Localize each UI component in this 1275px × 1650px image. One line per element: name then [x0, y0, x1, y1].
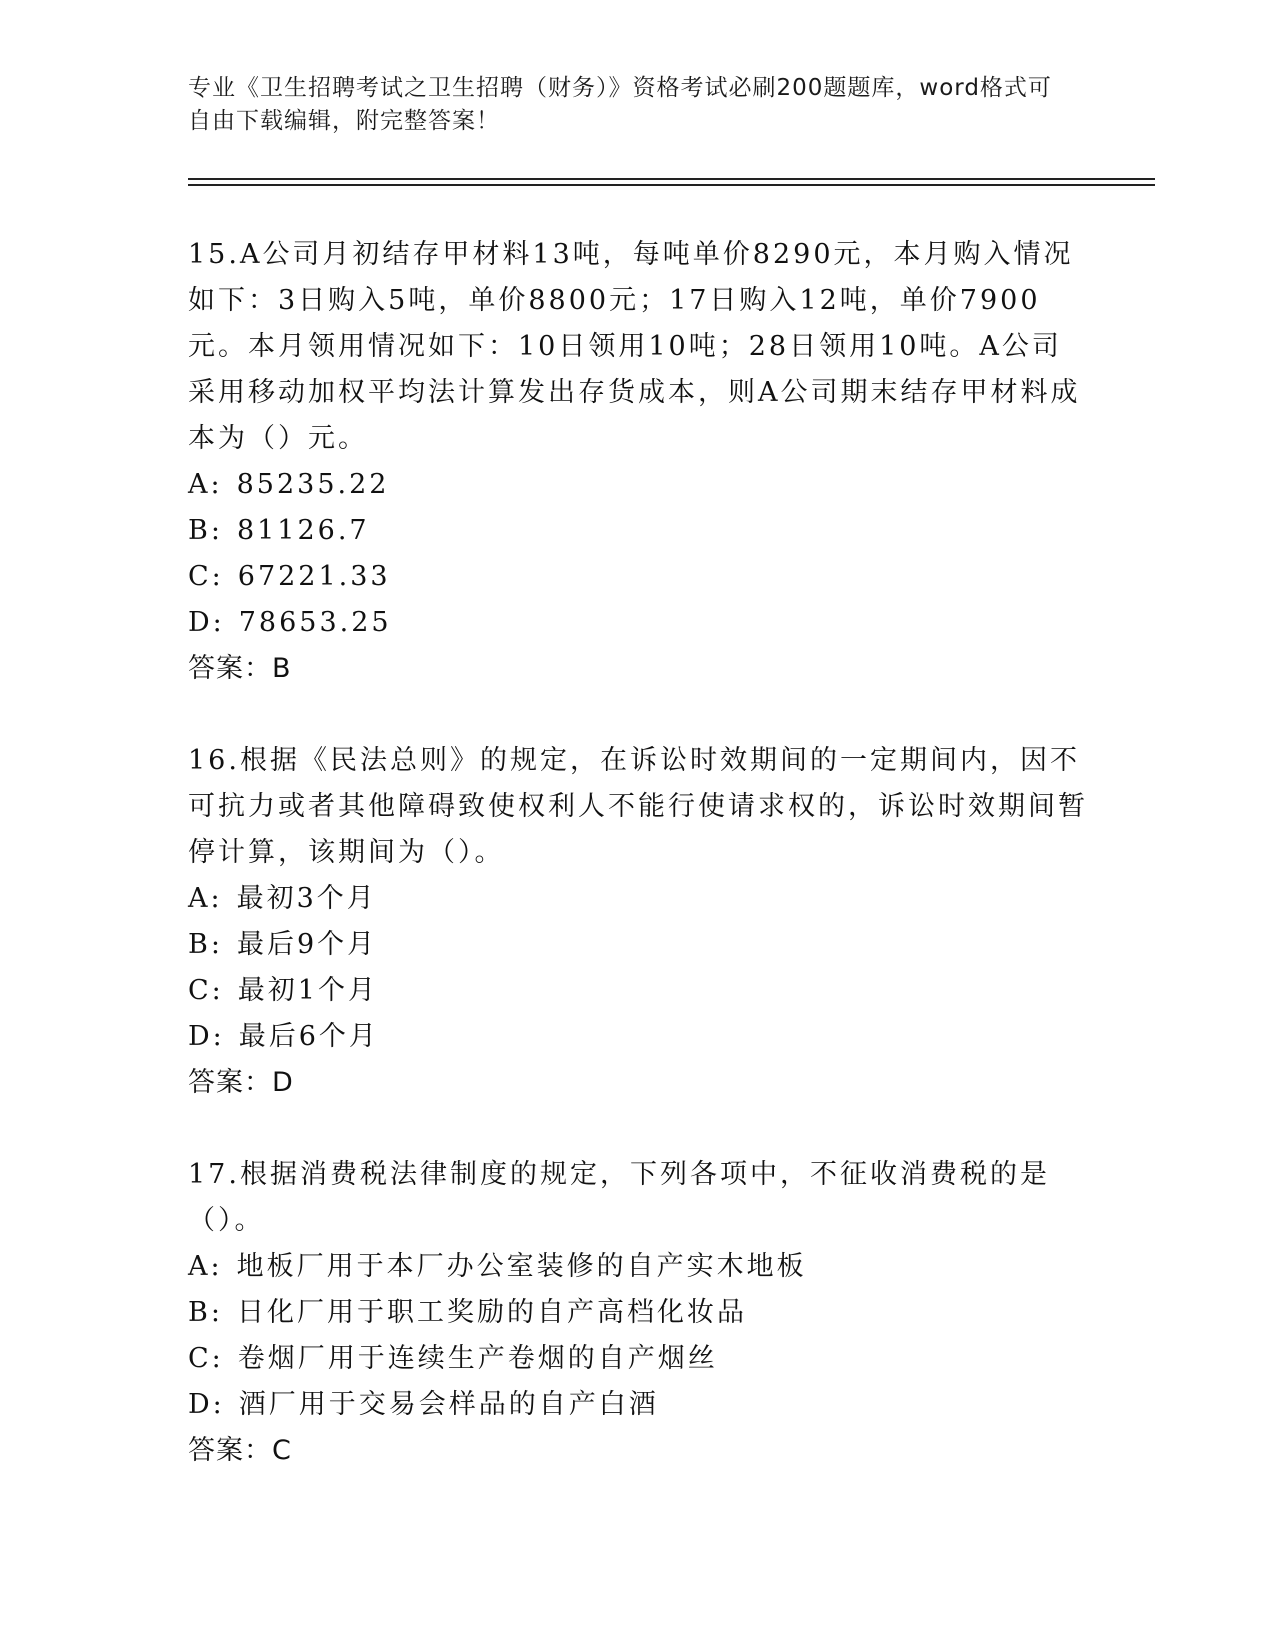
option-letter: A: [188, 1251, 223, 1282]
question-stem: 16.根据《民法总则》的规定，在诉讼时效期间的一定期间内，因不可抗力或者其他障碍致使权利人不能行使请求权的，诉讼时效期间暂停计算，该期间为（）。 [188, 745, 1088, 868]
option-c [188, 554, 1088, 600]
question-stem: 17.根据消费税法律制度的规定，下列各项中，不征收消费税的是（）。 [188, 1159, 1050, 1236]
option-letter: D: [188, 1389, 225, 1420]
option-letter: D: [188, 607, 225, 638]
option-letter: C: [188, 975, 224, 1006]
option-b [188, 922, 1088, 968]
option-letter: A: [188, 883, 223, 914]
question-15 [188, 232, 1088, 692]
option-b [188, 1290, 1088, 1336]
option-letter: C: [188, 561, 224, 592]
question-stem: 15.A公司月初结存甲材料13吨，每吨单价8290元，本月购入情况如下：3日购入5吨，单价8800元；17日购入12吨，单价7900元。本月领用情况如下：10日领用10吨；28日领用10吨。A公司采用移动加权平均法计算发出存货成本，则A公司期末结存甲材料成本为（）元。 [188, 239, 1081, 454]
option-c [188, 1336, 1088, 1382]
option-letter: B: [188, 515, 223, 546]
option-text: 78653.25 [238, 607, 392, 638]
header-title: 专业《卫生招聘考试之卫生招聘（财务）》资格考试必刷200题题库，word格式可自由下载编辑，附完整答案！ [188, 75, 1052, 134]
option-a [188, 1244, 1088, 1290]
option-letter: B: [188, 1297, 223, 1328]
option-text: 67221.33 [237, 561, 391, 592]
option-a [188, 876, 1088, 922]
option-text: 最初1个月 [237, 975, 378, 1006]
question-list [188, 232, 1088, 1520]
option-text: 85235.22 [236, 469, 390, 500]
option-letter: C: [188, 1343, 224, 1374]
option-c [188, 968, 1088, 1014]
option-a [188, 462, 1088, 508]
option-text: 酒厂用于交易会样品的自产白酒 [238, 1389, 659, 1420]
question-17 [188, 1152, 1088, 1474]
option-text: 卷烟厂用于连续生产卷烟的自产烟丝 [237, 1343, 718, 1374]
option-letter: D: [188, 1021, 225, 1052]
option-d [188, 1382, 1088, 1428]
option-text: 最后6个月 [238, 1021, 379, 1052]
question-16 [188, 738, 1088, 1106]
option-letter: A: [188, 469, 223, 500]
option-text: 最初3个月 [236, 883, 377, 914]
answer-line: 答案：C [188, 1435, 292, 1466]
document-header [188, 72, 1068, 138]
option-d [188, 600, 1088, 646]
answer-line: 答案：B [188, 653, 292, 684]
option-text: 地板厂用于本厂办公室装修的自产实木地板 [236, 1251, 807, 1282]
option-b [188, 508, 1088, 554]
option-d [188, 1014, 1088, 1060]
header-divider [188, 178, 1155, 186]
option-text: 81126.7 [236, 515, 370, 546]
option-text: 最后9个月 [236, 929, 378, 960]
answer-line: 答案：D [188, 1067, 294, 1098]
option-letter: B: [188, 929, 223, 960]
option-text: 日化厂用于职工奖励的自产高档化妆品 [236, 1297, 747, 1328]
